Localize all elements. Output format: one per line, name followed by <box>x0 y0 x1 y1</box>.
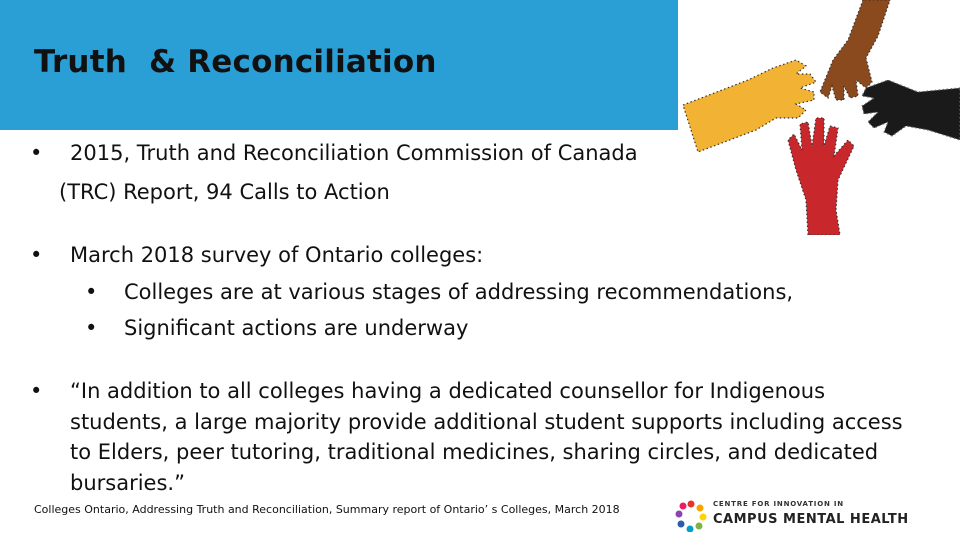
quote-text: “In addition to all colleges having a dedicated counsellor for Indigenous students, a large majority provide additional student supports including access to Elders, peer tutoring, traditional medicines, sharing circles, and dedicated bursaries.” <box>70 379 903 495</box>
logo-line-1: CENTRE FOR INNOVATION IN <box>713 500 844 508</box>
bullet-1-line-1: 2015, Truth and Reconciliation Commission of Canada <box>70 141 638 165</box>
logo-mark-icon <box>675 500 707 532</box>
bullet-2-text: March 2018 survey of Ontario colleges: <box>70 243 484 267</box>
bullet-1-line-2: (TRC) Report, 94 Calls to Action <box>59 180 390 204</box>
sub-bullet-marker: • <box>85 316 98 340</box>
campus-mental-health-logo <box>675 498 909 534</box>
bullet-marker: • <box>30 141 43 165</box>
sub-bullet-1: Colleges are at various stages of addressing recommendations, <box>124 280 794 304</box>
bullet-marker: • <box>30 243 43 267</box>
source-citation: Colleges Ontario, Addressing Truth and Reconciliation, Summary report of Ontario’ s Colleges, March 2018 <box>34 503 620 516</box>
slide-title: Truth & Reconciliation <box>34 44 437 80</box>
logo-line-2: CAMPUS MENTAL HEALTH <box>713 512 909 527</box>
sub-bullet-marker: • <box>85 280 98 304</box>
bullet-marker: • <box>30 379 43 403</box>
sub-bullet-2: Significant actions are underway <box>124 316 469 340</box>
four-hands-image <box>678 0 960 235</box>
